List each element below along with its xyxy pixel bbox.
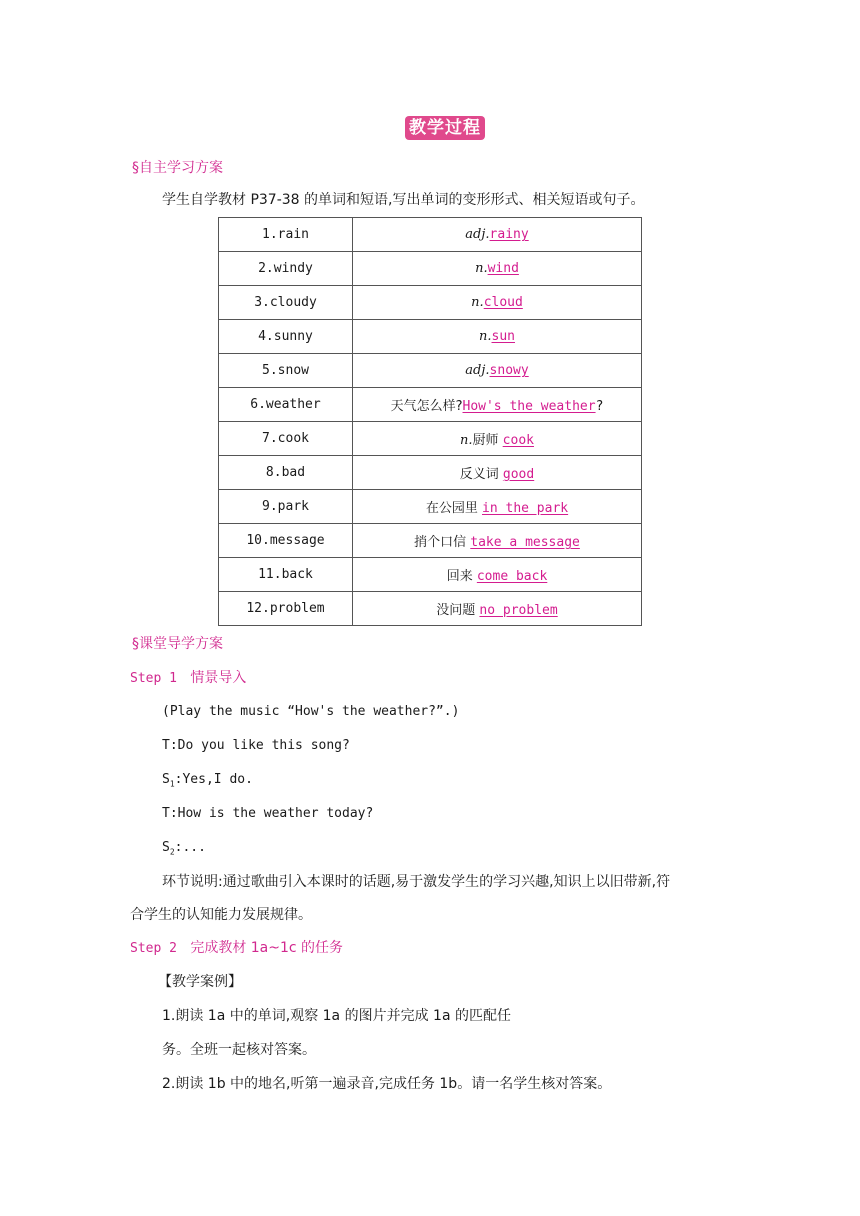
dialogue-line: T:How is the weather today? [162, 806, 374, 821]
dialogue-line: $S_1:Yes,I$ do. [162, 772, 253, 789]
pos-text: n. [475, 261, 488, 276]
word-cell: 10.message [219, 524, 353, 558]
suffix-text: ? [595, 399, 604, 414]
dialogue-line: (Play the music “How's the weather?”.) [162, 704, 460, 719]
dialogue-line: T:Do you like this song? [162, 738, 350, 753]
answer-text: sun [491, 329, 515, 344]
pos-text: adj. [465, 227, 490, 242]
word-cell: 4.sunny [219, 320, 353, 354]
word-cell: 8.bad [219, 456, 353, 490]
table-row [219, 320, 642, 354]
answer-text: cloud [483, 295, 523, 310]
table-row [219, 558, 642, 592]
word-cell: 1.rain [219, 218, 353, 252]
section1-heading: §自主学习方案 [132, 160, 223, 176]
word-cell: 2.windy [219, 252, 353, 286]
answer-cell [353, 286, 642, 320]
answer-text: come back [476, 569, 548, 584]
section2-heading: §课堂导学方案 [132, 636, 223, 652]
answer-cell [353, 592, 642, 626]
word-cell: 5.snow [219, 354, 353, 388]
pos-text: n. [471, 295, 484, 310]
answer-cell [353, 422, 642, 456]
answer-cell [353, 252, 642, 286]
case-item-1-cont: 务。全班一起核对答案。 [162, 1042, 316, 1058]
word-cell: 9.park [219, 490, 353, 524]
table-row [219, 524, 642, 558]
table-row [219, 252, 642, 286]
prefix-text: 厨师 [472, 433, 503, 448]
vocabulary-table [218, 217, 642, 626]
table-row [219, 592, 642, 626]
step2-heading [130, 938, 343, 959]
prefix-text: 反义词 [459, 467, 503, 482]
pos-text: adj. [465, 363, 490, 378]
prefix-text: 捎个口信 [414, 535, 471, 550]
case-item-1: 1.朗读 1a 中的单词,观察 1a 的图片并完成 1a 的匹配任 [162, 1008, 511, 1024]
answer-text: wind [487, 261, 519, 276]
answer-text: take a message [470, 535, 580, 550]
answer-cell [353, 558, 642, 592]
answer-text: cook [502, 433, 534, 448]
answer-cell [353, 490, 642, 524]
prefix-text: 在公园里 [425, 501, 483, 516]
word-cell: 3.cloudy [219, 286, 353, 320]
table-row [219, 218, 642, 252]
dialogue-line: $S_2$:... [162, 840, 206, 857]
answer-text: no problem [479, 603, 558, 618]
prefix-text: 回来 [446, 569, 477, 584]
section-title-badge: 教学过程 [405, 116, 485, 140]
step2-label: Step 2 [130, 941, 177, 956]
case-title: 【教学案例】 [158, 974, 242, 990]
table-row [219, 456, 642, 490]
answer-text: in the park [482, 501, 569, 516]
case-item-2: 2.朗读 1b 中的地名,听第一遍录音,完成任务 1b。请一名学生核对答案。 [162, 1076, 612, 1092]
prefix-text: 没问题 [436, 603, 480, 618]
answer-cell [353, 456, 642, 490]
word-cell: 6.weather [219, 388, 353, 422]
table-row [219, 422, 642, 456]
step1-note-cont: 合学生的认知能力发展规律。 [130, 907, 312, 923]
step1-title: 情景导入 [190, 670, 247, 686]
word-cell: 7.cook [219, 422, 353, 456]
pos-text: n. [479, 329, 492, 344]
answer-cell [353, 320, 642, 354]
table-row [219, 354, 642, 388]
answer-text: snowy [489, 363, 529, 378]
table-row [219, 388, 642, 422]
answer-cell [353, 388, 642, 422]
answer-cell [353, 218, 642, 252]
step2-title: 完成教材 1a~1c 的任务 [190, 940, 344, 956]
table-row [219, 490, 642, 524]
word-cell: 11.back [219, 558, 353, 592]
step1-label: Step 1 [130, 671, 177, 686]
answer-cell [353, 354, 642, 388]
step1-note: 环节说明:通过歌曲引入本课时的话题,易于激发学生的学习兴趣,知识上以旧带新,符 [162, 874, 671, 890]
answer-text: How's the weather [462, 399, 596, 414]
answer-text: good [502, 467, 535, 482]
step1-heading [130, 668, 246, 689]
table-row [219, 286, 642, 320]
prefix-text: 天气怎么样? [390, 399, 463, 414]
answer-text: rainy [489, 227, 529, 242]
section1-instruction: 学生自学教材 P37-38 的单词和短语,写出单词的变形形式、相关短语或句子。 [162, 192, 645, 208]
pos-text: n. [460, 433, 473, 448]
answer-cell [353, 524, 642, 558]
word-cell: 12.problem [219, 592, 353, 626]
